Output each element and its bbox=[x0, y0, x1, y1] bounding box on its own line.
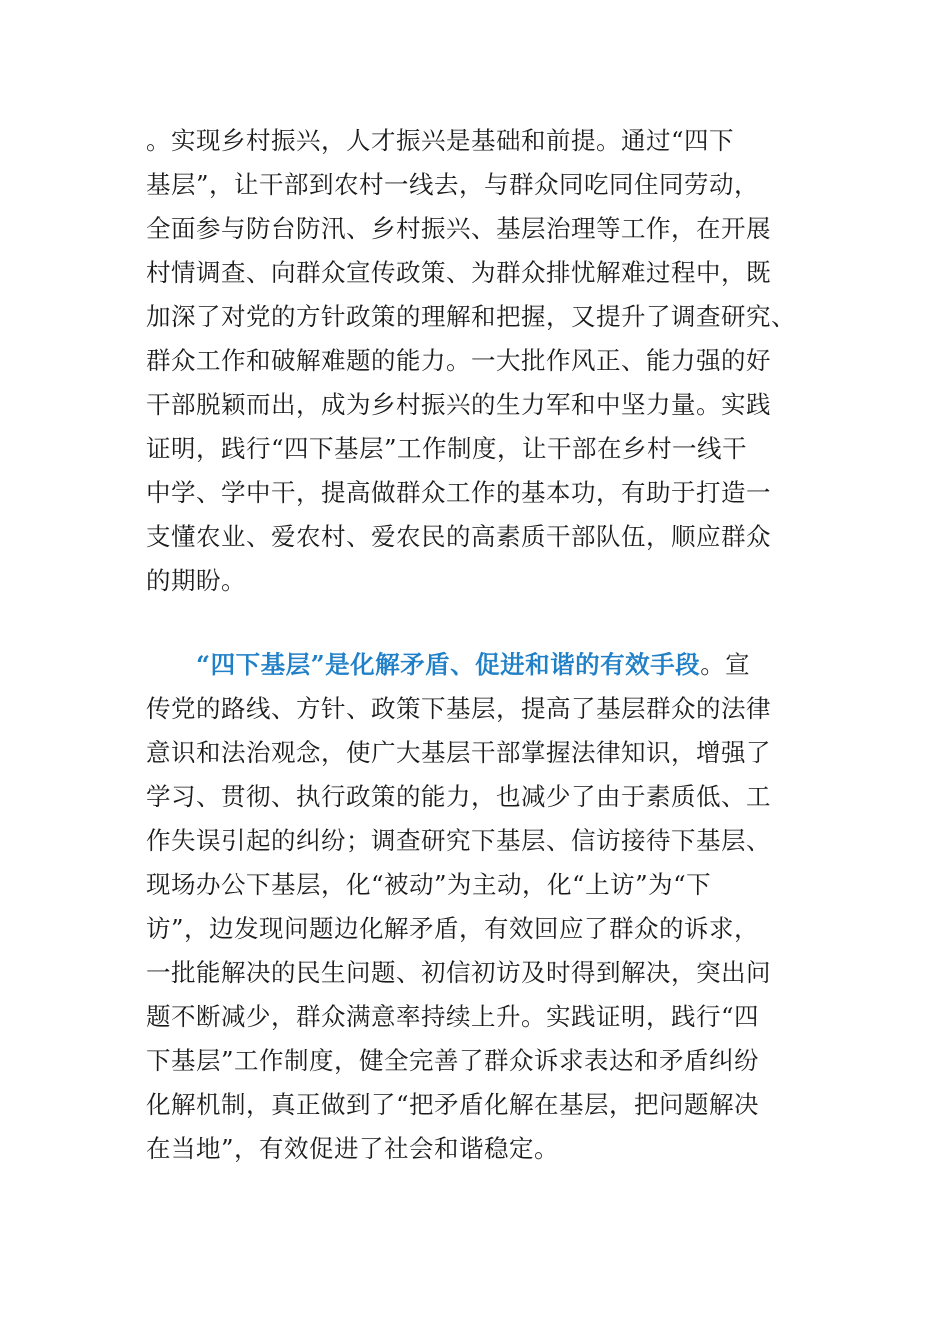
text-line: 中学、学中干，提高做群众工作的基本功，有助于打造一 bbox=[146, 478, 771, 507]
text-line: 干部脱颖而出，成为乡村振兴的生力军和中坚力量。实践 bbox=[146, 390, 771, 419]
text-line-first bbox=[146, 643, 806, 687]
text-line: 全面参与防台防汛、乡村振兴、基层治理等工作，在开展 bbox=[146, 214, 771, 243]
text-line: 现场办公下基层，化“被动”为主动，化“上访”为“下 bbox=[146, 870, 712, 899]
text-line: 在当地”，有效促进了社会和谐稳定。 bbox=[146, 1134, 560, 1163]
text-line: 一批能解决的民生问题、初信初访及时得到解决，突出问 bbox=[146, 958, 771, 987]
text-line: 的期盼。 bbox=[146, 566, 246, 595]
text-fragment: 。宣 bbox=[700, 650, 751, 679]
paragraph-lead-heading: “四下基层”是化解矛盾、促进和谐的有效手段 bbox=[196, 650, 701, 679]
text-line: 基层”，让干部到农村一线去，与群众同吃同住同劳动， bbox=[146, 170, 760, 199]
text-line: 村情调查、向群众宣传政策、为群众排忧解难过程中，既 bbox=[146, 258, 771, 287]
text-line: 学习、贯彻、执行政策的能力，也减少了由于素质低、工 bbox=[146, 782, 771, 811]
text-line: 证明，践行“四下基层”工作制度，让干部在乡村一线干 bbox=[146, 434, 748, 463]
paragraph-harmony bbox=[146, 643, 806, 1171]
text-line: 化解机制，真正做到了“把矛盾化解在基层，把问题解决 bbox=[146, 1090, 760, 1119]
text-line: 访”，边发现问题边化解矛盾，有效回应了群众的诉求， bbox=[146, 914, 760, 943]
text-line: 群众工作和破解难题的能力。一大批作风正、能力强的好 bbox=[146, 346, 771, 375]
text-line: 加深了对党的方针政策的理解和把握，又提升了调查研究、 bbox=[146, 302, 796, 331]
text-line: 。实现乡村振兴，人才振兴是基础和前提。通过“四下 bbox=[146, 126, 735, 155]
text-line: 意识和法治观念，使广大基层干部掌握法律知识，增强了 bbox=[146, 738, 771, 767]
text-line: 题不断减少，群众满意率持续上升。实践证明，践行“四 bbox=[146, 1002, 760, 1031]
text-line: 作失误引起的纠纷；调查研究下基层、信访接待下基层、 bbox=[146, 826, 771, 855]
text-line: 支懂农业、爱农村、爱农民的高素质干部队伍，顺应群众 bbox=[146, 522, 771, 551]
text-line: 下基层”工作制度，健全完善了群众诉求表达和矛盾纠纷 bbox=[146, 1046, 760, 1075]
text-line: 传党的路线、方针、政策下基层，提高了基层群众的法律 bbox=[146, 694, 771, 723]
paragraph-talent bbox=[146, 119, 806, 603]
